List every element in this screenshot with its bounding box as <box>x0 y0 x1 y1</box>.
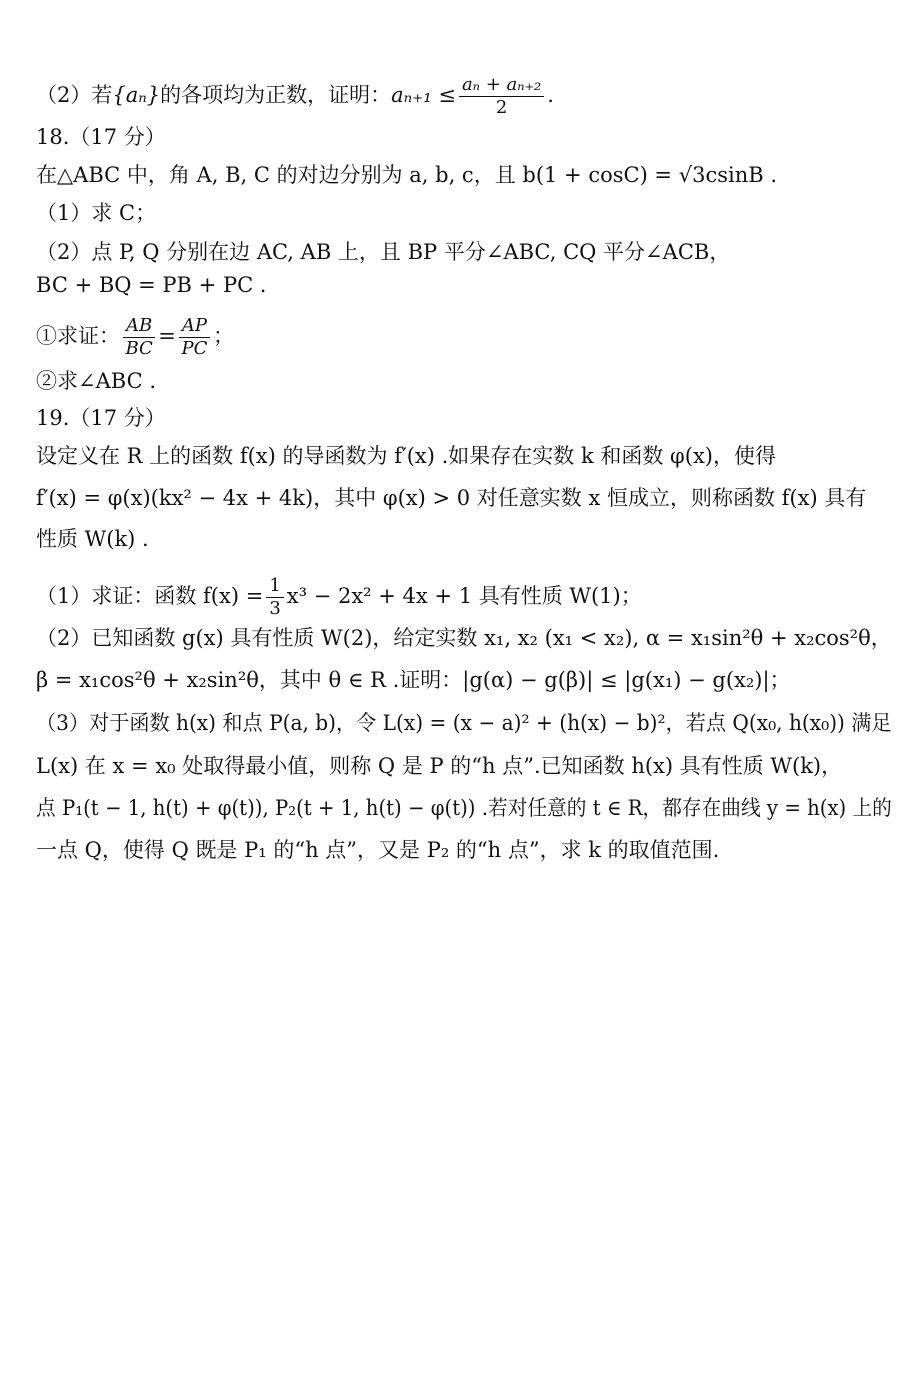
q18-sub1 <box>36 315 234 360</box>
q19-stem-line1: 设定义在 R 上的函数 f(x) 的导函数为 f′(x) .如果存在实数 k 和函数 φ(x)，使得 <box>36 444 776 468</box>
q18-part1: （1）求 C； <box>36 201 157 225</box>
q18-sub1-fraction-right <box>179 315 210 360</box>
q18-sub1-end: ； <box>212 324 234 348</box>
q19-part1-denominator: 3 <box>269 598 281 619</box>
q19-part3-line3: 点 P₁(t − 1, h(t) + φ(t)), P₂(t + 1, h(t) − φ(t)) .若对任意的 t ∈ R，都存在曲线 y = h(x) 上的 <box>36 796 892 820</box>
q18-sub1-fraction-left <box>123 315 155 360</box>
q18-part2: （2）点 P, Q 分别在边 AC, AB 上，且 BP 平分∠ABC, CQ 平分∠ACB， <box>36 240 731 264</box>
q17-part2-fraction <box>459 74 544 119</box>
q19-part1-prefix: （1）求证：函数 f(x) = <box>36 584 264 608</box>
q17-part2-end: . <box>547 83 554 107</box>
q19-part3-line1: （3）对于函数 h(x) 和点 P(a, b)，令 L(x) = (x − a)² + (h(x) − b)²，若点 Q(x₀, h(x₀)) 满足 <box>36 711 892 735</box>
q18-sub1-numerator-right: AP <box>179 315 210 338</box>
q18-sub2: ②求∠ABC . <box>36 369 157 393</box>
q18-sub1-denominator-left: BC <box>125 338 153 359</box>
q19-part1-numerator: 1 <box>266 575 283 598</box>
q17-part2-numerator: aₙ + aₙ₊₂ <box>459 74 544 97</box>
q19-stem-line3: 性质 W(k) . <box>36 527 149 551</box>
q19-part2-line1: （2）已知函数 g(x) 具有性质 W(2)，给定实数 x₁, x₂ (x₁ < x₂), α = x₁sin²θ + x₂cos²θ， <box>36 626 892 650</box>
q19-header: 19.（17 分） <box>36 406 166 430</box>
q19-stem-line2: f′(x) = φ(x)(kx² − 4x + 4k)，其中 φ(x) > 0 对任意实数 x 恒成立，则称函数 f(x) 具有 <box>36 486 867 510</box>
q17-part2-lhs: aₙ₊₁ ≤ <box>391 83 456 107</box>
q18-sub1-denominator-right: PC <box>181 338 208 359</box>
q18-part2-cont: BC + BQ = PB + PC . <box>36 273 267 297</box>
q18-sub1-prefix: ①求证： <box>36 324 120 348</box>
q18-sub1-equals: = <box>158 324 176 348</box>
q17-part2-denominator: 2 <box>495 97 508 118</box>
q19-part3-line2: L(x) 在 x = x₀ 处取得最小值，则称 Q 是 P 的“h 点”.已知函数 h(x) 具有性质 W(k)， <box>36 754 843 778</box>
q18-stem: 在△ABC 中，角 A, B, C 的对边分别为 a, b, c，且 b(1 + cosC) = √3csinB . <box>36 163 778 187</box>
q19-part1-suffix: x³ − 2x² + 4x + 1 具有性质 W(1)； <box>286 584 642 608</box>
q19-part3-line4: 一点 Q，使得 Q 既是 P₁ 的“h 点”，又是 P₂ 的“h 点”，求 k 的取值范围. <box>36 838 720 862</box>
q19-part1-fraction <box>266 575 283 620</box>
q17-part2-prefix: （2）若 <box>36 83 113 107</box>
q19-part1 <box>36 575 642 620</box>
q17-part2-set: {aₙ} <box>112 83 161 107</box>
q18-sub1-numerator-left: AB <box>123 315 155 338</box>
q17-part2 <box>36 74 554 119</box>
q19-part2-line2: β = x₁cos²θ + x₂sin²θ，其中 θ ∈ R .证明：|g(α) − g(β)| ≤ |g(x₁) − g(x₂)|； <box>36 668 791 692</box>
q17-part2-mid: 的各项均为正数，证明： <box>160 83 392 107</box>
q18-header: 18.（17 分） <box>36 125 166 149</box>
